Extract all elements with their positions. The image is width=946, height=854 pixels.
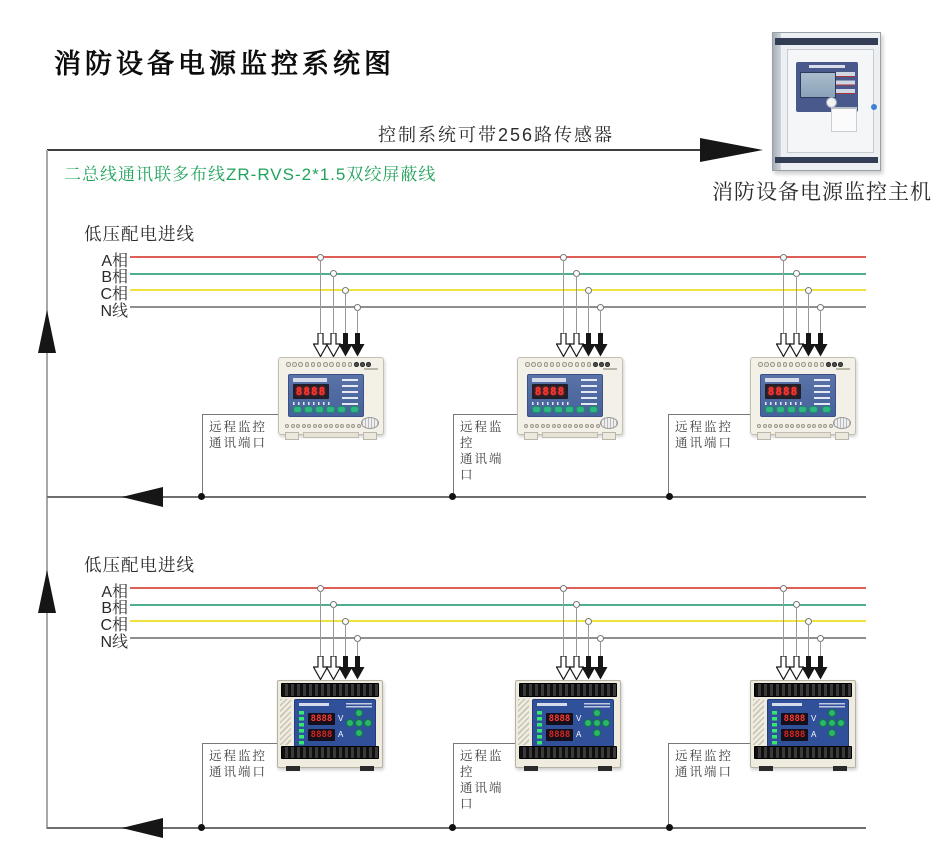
device-button [326,406,335,413]
down-arrow-solid-icon [350,656,365,680]
mounting-foot [757,432,771,440]
device-button [565,406,574,413]
comm-port-callout [668,743,750,828]
port-label-line2: 通讯端口 [209,765,268,779]
din-rail-lip [303,432,359,438]
port-label-line2: 通讯端口 [209,436,268,450]
tap-wire [808,624,809,658]
keypad-down-button [593,729,601,737]
terminal-strip-bottom [757,424,833,428]
monitor-row-2 [0,552,946,842]
port-label-line1: 远程监控 [675,420,734,434]
phase-c-label: C相 [100,617,128,634]
port-label [675,748,733,780]
keypad-right-button [602,719,610,727]
bus-line-neutral [130,637,866,639]
tap-wire [796,607,797,657]
tap-wire [320,260,321,334]
terminal-strip-top [525,362,610,367]
keypad-center-button [828,719,836,727]
device-button [304,406,313,413]
device-button [776,406,785,413]
terminal-strip-top [286,362,371,367]
model-text-bar [765,378,799,382]
label-slot [603,368,617,370]
bus-line-neutral [130,306,866,308]
device-button [765,406,774,413]
model-text-bar [346,703,372,708]
volt-unit-label: V [811,714,817,723]
tap-wire [563,591,564,657]
keypad-right-button [837,719,845,727]
tap-wire [783,260,784,334]
power-sensor-module [277,680,383,768]
bus-wiring-label: 二总线通讯联多布线ZR-RVS-2*1.5双绞屏蔽线 [64,165,437,184]
model-text-bar [584,703,610,708]
mounting-foot [524,766,538,771]
device-button [798,406,807,413]
seven-segment-display: 8888 [293,384,329,399]
comm-port-callout [453,414,517,497]
button-row [765,406,831,413]
comm-bus-line [47,496,866,498]
keypad-up-button [355,709,363,717]
cabinet-bottom-trim [775,157,878,163]
power-sensor-module [750,680,856,768]
port-label-line2: 通讯端口 [675,765,734,779]
comm-port-callout [202,743,277,828]
port-label [460,748,515,812]
device-button [293,406,302,413]
tap-wire [357,641,358,658]
voltage-display: 8888 [546,713,573,725]
mounting-foot [286,766,300,771]
keypad-down-button [355,729,363,737]
amp-unit-label: A [338,730,344,739]
phase-tap-group [776,585,828,680]
current-display: 8888 [546,729,573,741]
right-arrow-icon [700,138,763,162]
host-caption: 消防设备电源监控主机 [712,181,932,204]
host-key-grid [836,72,855,96]
tap-wire [576,276,577,334]
neutral-label: N线 [100,303,128,320]
tap-wire [808,293,809,335]
status-indicator-list [342,379,358,407]
phase-tap-group [556,254,608,357]
terminal-strip-bottom [524,424,600,428]
phase-tap-group [313,254,365,357]
comm-port-callout [453,743,515,828]
port-drop-line [668,414,669,497]
bus-line-phase-c [130,289,866,291]
front-panel [532,699,614,751]
port-drop-line [202,743,203,828]
keypad-down-button [828,729,836,737]
status-indicator-list [581,379,597,407]
device-button [589,406,598,413]
down-arrow-solid-icon [813,656,828,680]
port-label-line2: 通讯端口 [460,452,504,482]
port-drop-line [668,743,669,828]
port-label-line2: 通讯端口 [675,436,734,450]
feed-title: 低压配电进线 [84,224,195,244]
amp-unit-label: A [811,730,817,739]
terminal-strip-bottom [285,424,361,428]
port-label-line1: 远程监控 [209,420,268,434]
device-button [543,406,552,413]
seven-segment-display: 8888 [765,384,801,399]
vent-ribs [753,699,764,745]
tap-wire [600,641,601,658]
tap-wire [345,624,346,658]
front-panel [760,374,836,417]
device-button [315,406,324,413]
tap-wire [563,260,564,334]
buzzer-grille [600,417,618,429]
front-panel [288,374,364,417]
port-label [209,419,267,451]
model-text-bar [809,65,845,68]
mounting-foot [835,432,849,440]
device-button [554,406,563,413]
port-drop-line [202,414,203,497]
front-panel [527,374,603,417]
scale-ticks [293,402,333,405]
power-monitor-module [278,357,384,435]
bus-line-phase-a [130,587,866,589]
down-arrow-solid-icon [593,333,608,357]
current-display: 8888 [308,729,335,741]
terminal-strip-top [758,362,843,367]
tap-wire [796,276,797,334]
port-label [209,748,267,780]
port-drop-line [453,414,454,497]
terminal-strip-top [519,683,617,697]
port-label [460,419,517,483]
mounting-foot [602,432,616,440]
power-monitor-module [517,357,623,435]
power-monitor-module [750,357,856,435]
port-drop-line [453,743,454,828]
label-card-slot [831,107,857,132]
status-indicator-list [814,379,830,407]
led-column [299,711,304,745]
mounting-foot [285,432,299,440]
button-row [293,406,359,413]
tap-wire [820,310,821,335]
mounting-foot [524,432,538,440]
din-rail-lip [542,432,598,438]
device-button [576,406,585,413]
terminal-strip-bottom [281,746,379,759]
buzzer-grille [361,417,379,429]
model-text-bar [299,703,329,706]
din-rail-lip [775,432,831,438]
keypad-up-button [828,709,836,717]
port-connector-line [668,414,750,415]
lcd-screen [800,72,836,98]
bus-line-phase-b [130,273,866,275]
feed-title: 低压配电进线 [84,555,195,575]
keypad-left-button [346,719,354,727]
junction-dot [449,493,456,500]
model-text-bar [293,378,327,382]
tap-wire [357,310,358,335]
power-sensor-module [515,680,621,768]
tap-wire [588,293,589,335]
port-connector-line [453,414,517,415]
scale-ticks [532,402,572,405]
phase-tap-group [556,585,608,680]
terminal-strip-top [754,683,852,697]
door-lock-dot [871,104,877,110]
tap-wire [820,641,821,658]
volt-unit-label: V [338,714,344,723]
mounting-foot [598,766,612,771]
tap-wire [600,310,601,335]
down-arrow-solid-icon [813,333,828,357]
keypad-left-button [584,719,592,727]
tap-wire [333,276,334,334]
junction-dot [449,824,456,831]
buzzer-grille [833,417,851,429]
page-title: 消防设备电源监控系统图 [54,49,395,79]
down-arrow-solid-icon [350,333,365,357]
keypad-up-button [593,709,601,717]
button-row [532,406,598,413]
port-connector-line [453,743,515,744]
cabinet-hinge-side [773,33,781,170]
junction-dot [198,493,205,500]
fire-power-monitor-host [772,32,881,171]
host-bus-line [47,149,702,151]
bus-line-phase-c [130,620,866,622]
seven-segment-display: 8888 [532,384,568,399]
tap-wire [783,591,784,657]
port-connector-line [202,743,277,744]
model-text-bar [532,378,566,382]
port-label-line1: 远程监控 [460,749,504,779]
sensor-capacity-label: 控制系统可带256路传感器 [378,125,615,145]
keypad-right-button [364,719,372,727]
mounting-foot [363,432,377,440]
mounting-foot [759,766,773,771]
tap-wire [345,293,346,335]
device-button [337,406,346,413]
port-connector-line [202,414,278,415]
voltage-display: 8888 [308,713,335,725]
device-button [787,406,796,413]
junction-dot [666,493,673,500]
scale-ticks [765,402,805,405]
device-button [809,406,818,413]
bus-line-phase-a [130,256,866,258]
led-column [772,711,777,745]
mounting-foot [833,766,847,771]
comm-port-callout [668,414,750,497]
voltage-display: 8888 [781,713,808,725]
phase-b-label: B相 [101,269,128,286]
port-connector-line [668,743,750,744]
phase-a-label: A相 [101,584,128,601]
bus-line-phase-b [130,604,866,606]
front-panel [767,699,849,751]
keypad-left-button [819,719,827,727]
vent-ribs [518,699,529,745]
tap-wire [588,624,589,658]
keypad-center-button [355,719,363,727]
left-arrow-icon [122,818,163,838]
host-control-panel [796,62,858,112]
device-button [532,406,541,413]
keypad-center-button [593,719,601,727]
led-column [537,711,542,745]
terminal-strip-bottom [754,746,852,759]
model-text-bar [819,703,845,708]
current-display: 8888 [781,729,808,741]
front-panel [294,699,376,751]
cabinet-top-trim [775,38,878,45]
phase-tap-group [313,585,365,680]
label-slot [364,368,378,370]
phase-a-label: A相 [101,253,128,270]
junction-dot [198,824,205,831]
vent-ribs [280,699,291,745]
down-arrow-solid-icon [593,656,608,680]
monitor-row-1 [0,221,946,511]
mounting-foot [360,766,374,771]
phase-tap-group [776,254,828,357]
comm-port-callout [202,414,278,497]
label-slot [836,368,850,370]
port-label-line1: 远程监控 [675,749,734,763]
volt-unit-label: V [576,714,582,723]
junction-dot [666,824,673,831]
device-button [350,406,359,413]
device-button [822,406,831,413]
amp-unit-label: A [576,730,582,739]
terminal-strip-top [281,683,379,697]
model-text-bar [772,703,802,706]
port-label-line2: 通讯端口 [460,781,504,811]
tap-wire [333,607,334,657]
phase-b-label: B相 [101,600,128,617]
tap-wire [320,591,321,657]
terminal-strip-bottom [519,746,617,759]
phase-c-label: C相 [100,286,128,303]
comm-bus-line [47,827,866,829]
left-arrow-icon [122,487,163,507]
port-label-line1: 远程监控 [460,420,504,450]
port-label [675,419,733,451]
tap-wire [576,607,577,657]
cabinet-door [787,49,874,153]
port-label-line1: 远程监控 [209,749,268,763]
model-text-bar [537,703,567,706]
neutral-label: N线 [100,634,128,651]
